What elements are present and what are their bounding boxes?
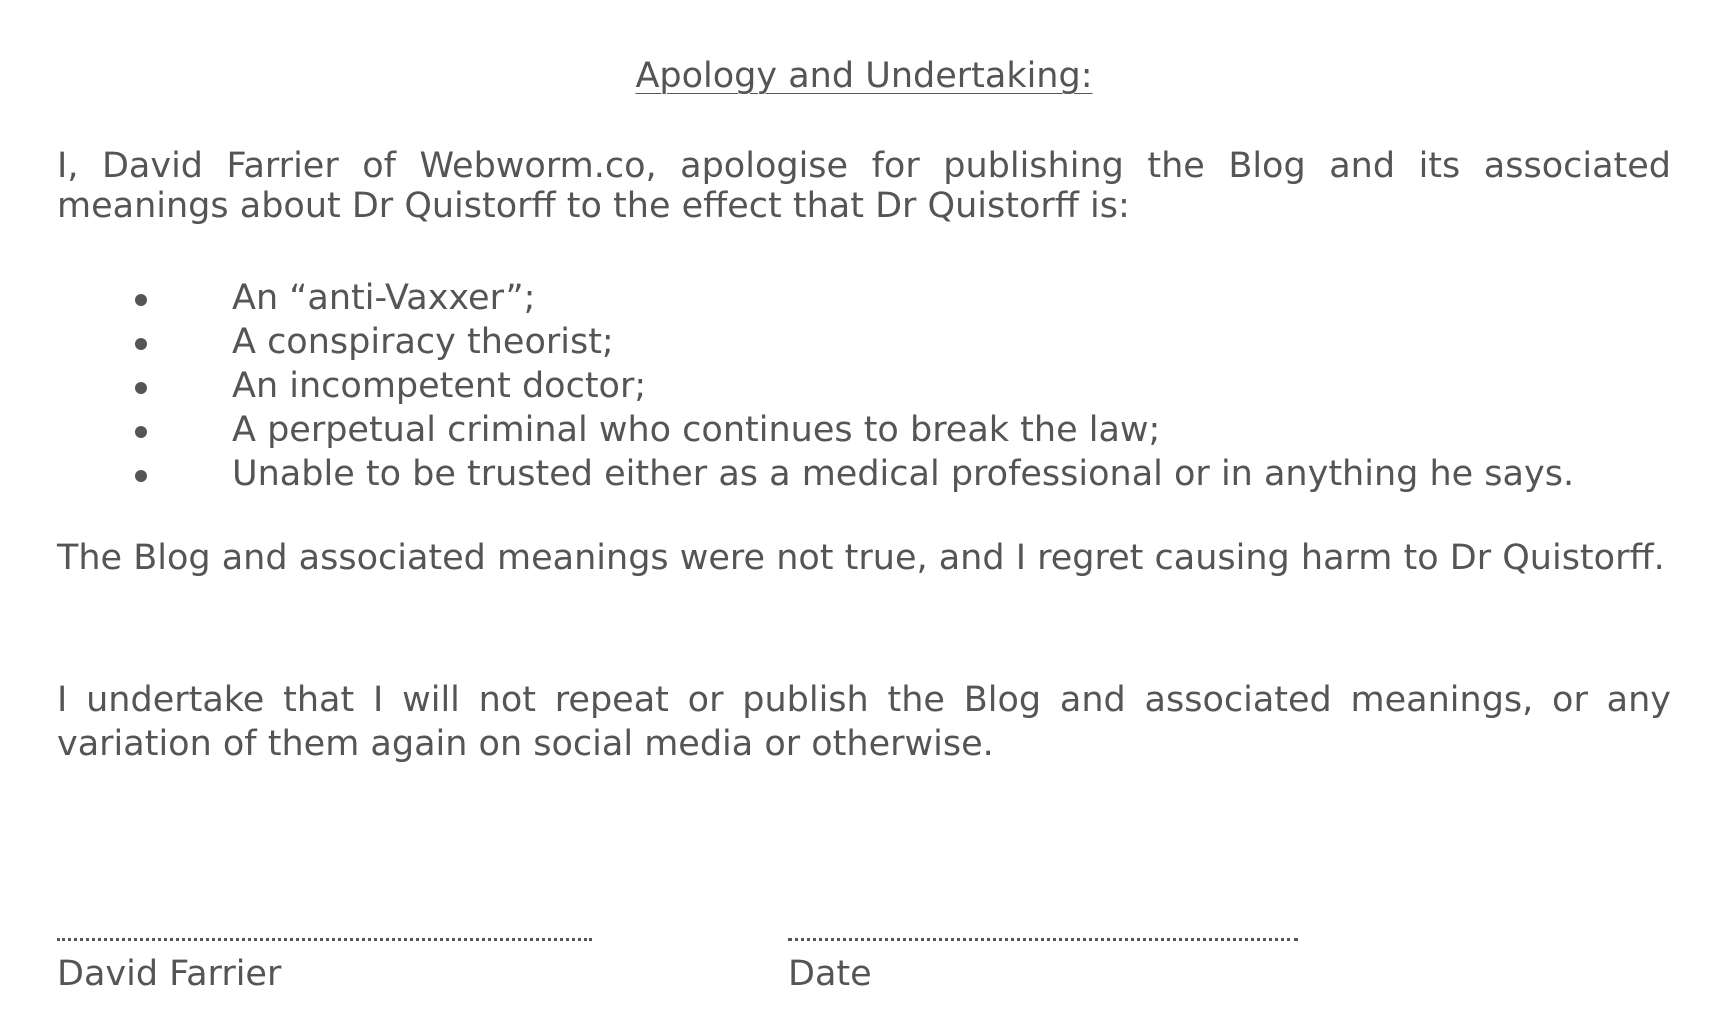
date-label: Date [788,954,872,994]
bullet-icon [135,294,147,306]
intro-paragraph: I, David Farrier of Webworm.co, apologise for publishing the Blog and its associated meanings about Dr Quistorff to the effect that Dr Quistorff is: [57,146,1671,226]
signature-name-label: David Farrier [57,954,282,994]
list-item-text: An “anti-Vaxxer”; [232,278,536,318]
list-item [57,408,1671,452]
untrue-statement-paragraph: The Blog and associated meanings were not true, and I regret causing harm to Dr Quistorff. [57,538,1665,578]
bullet-icon [135,426,147,438]
bullet-icon [135,470,147,482]
list-item [57,276,1671,320]
document-title [57,52,1671,100]
list-item-text: A perpetual criminal who continues to break the law; [232,410,1161,450]
list-item-text: Unable to be trusted either as a medical professional or in anything he says. [232,454,1575,494]
bullet-icon [135,382,147,394]
document-page [57,0,1671,1028]
list-item [57,320,1671,364]
list-item [57,452,1671,496]
document-title-text: Apology and Undertaking: [635,56,1093,96]
list-item-text: An incompetent doctor; [232,366,647,406]
list-item [57,364,1671,408]
list-item-text: A conspiracy theorist; [232,322,614,362]
undertaking-paragraph: I undertake that I will not repeat or publish the Blog and associated meanings, or any variation of them again on social media or otherwise. [57,680,1671,764]
date-line [788,938,1298,941]
meanings-list [57,276,1671,496]
signature-line [57,938,592,941]
bullet-icon [135,338,147,350]
